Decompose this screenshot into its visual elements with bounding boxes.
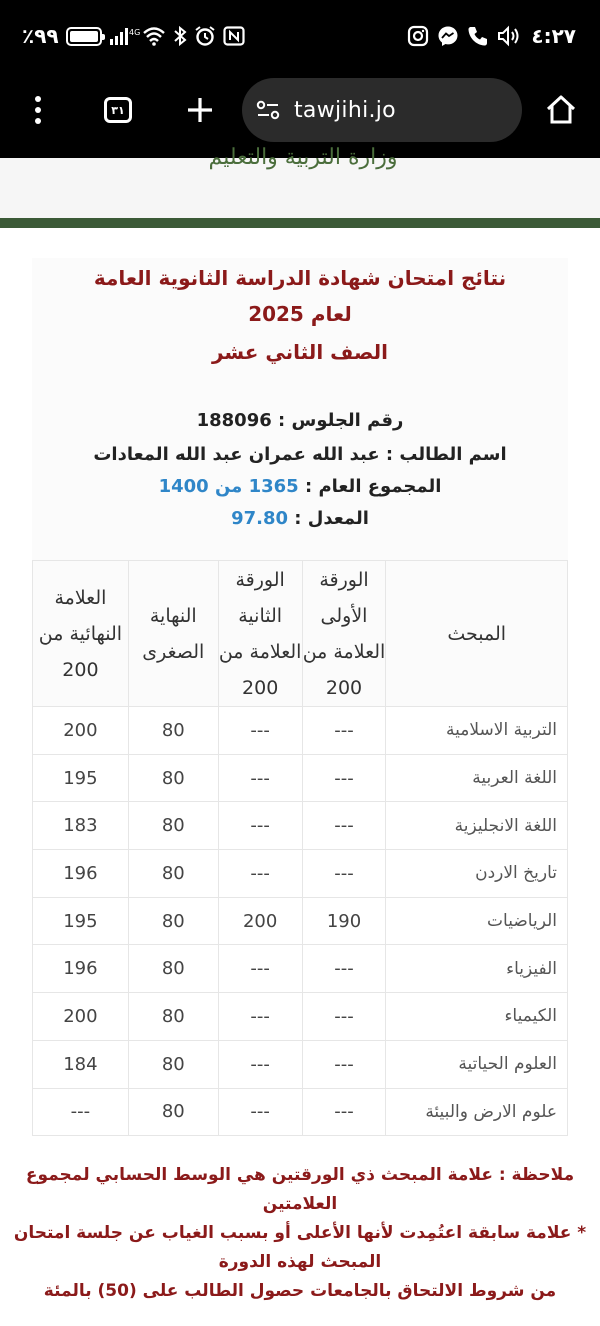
paper1-cell: --- bbox=[302, 945, 386, 993]
paper2-cell: --- bbox=[218, 993, 302, 1041]
min-cell: 80 bbox=[128, 802, 218, 850]
plus-icon bbox=[186, 96, 214, 124]
table-header-row bbox=[33, 561, 568, 707]
final-cell: 200 bbox=[33, 993, 129, 1041]
clock: ٤:٢٧ bbox=[531, 24, 576, 48]
table-row bbox=[33, 897, 568, 945]
paper2-cell: --- bbox=[218, 707, 302, 755]
subject-cell: العلوم الحياتية bbox=[386, 1040, 568, 1088]
min-cell: 80 bbox=[128, 1040, 218, 1088]
note-university: من شروط الالتحاق بالجامعات حصول الطالب على (50) بالمئة bbox=[43, 1281, 557, 1301]
average-value: 97.80 bbox=[231, 508, 289, 529]
min-cell: 80 bbox=[128, 754, 218, 802]
status-bar bbox=[0, 0, 600, 78]
instagram-icon bbox=[407, 25, 429, 47]
seat-number-row bbox=[32, 410, 568, 431]
paper2-cell: --- bbox=[218, 945, 302, 993]
min-cell: 80 bbox=[128, 993, 218, 1041]
subject-cell: الفيزياء bbox=[386, 945, 568, 993]
subject-cell: علوم الارض والبيئة bbox=[386, 1088, 568, 1136]
nfc-icon bbox=[223, 26, 245, 46]
table-row bbox=[33, 802, 568, 850]
table-row bbox=[33, 754, 568, 802]
paper1-cell: 190 bbox=[302, 897, 386, 945]
results-year: لعام 2025 bbox=[248, 302, 352, 326]
final-cell: 195 bbox=[33, 897, 129, 945]
volume-icon bbox=[497, 25, 523, 47]
total-row bbox=[32, 476, 568, 497]
battery-percent: ٪٩٩ bbox=[22, 24, 59, 48]
col-min-header: النهاية الصغرى bbox=[128, 561, 218, 707]
new-tab-button[interactable] bbox=[178, 78, 222, 142]
total-label: المجموع العام : bbox=[298, 476, 442, 497]
results-grade: الصف الثاني عشر bbox=[211, 340, 389, 364]
web-page bbox=[0, 145, 600, 1326]
svg-text:4G: 4G bbox=[128, 28, 140, 37]
paper1-cell: --- bbox=[302, 802, 386, 850]
min-cell: 80 bbox=[128, 707, 218, 755]
student-name-row bbox=[32, 444, 568, 465]
wifi-icon bbox=[142, 26, 166, 46]
subject-cell: اللغة الانجليزية bbox=[386, 802, 568, 850]
average-label: المعدل : bbox=[288, 508, 369, 529]
notes-section bbox=[0, 1161, 600, 1306]
col-paper2-header: الورقة الثانية العلامة من 200 bbox=[218, 561, 302, 707]
paper1-cell: --- bbox=[302, 707, 386, 755]
col-paper1-header: الورقة الأولى العلامة من 200 bbox=[302, 561, 386, 707]
paper2-cell: --- bbox=[218, 850, 302, 898]
status-left bbox=[22, 24, 245, 48]
paper1-cell: --- bbox=[302, 1040, 386, 1088]
final-cell: 196 bbox=[33, 945, 129, 993]
paper2-cell: --- bbox=[218, 1040, 302, 1088]
col-subject-header: المبحث bbox=[386, 561, 568, 707]
student-name-value: عبد الله عمران عبد الله المعادات bbox=[93, 444, 380, 465]
final-cell: 196 bbox=[33, 850, 129, 898]
home-button[interactable] bbox=[537, 78, 585, 142]
signal-icon bbox=[109, 26, 140, 46]
note-previous-mark: * علامة سابقة اعتُمِدت لأنها الأعلى أو بسبب الغياب عن جلسة امتحان المبحث لهذه الدورة bbox=[13, 1223, 587, 1272]
messenger-icon bbox=[437, 25, 459, 47]
table-row bbox=[33, 945, 568, 993]
final-cell: --- bbox=[33, 1088, 129, 1136]
final-cell: 195 bbox=[33, 754, 129, 802]
average-row bbox=[32, 508, 568, 529]
seat-number-value: 188096 bbox=[196, 410, 272, 431]
min-cell: 80 bbox=[128, 850, 218, 898]
table-row bbox=[33, 993, 568, 1041]
address-bar[interactable] bbox=[242, 78, 522, 142]
site-header bbox=[0, 145, 600, 218]
subject-cell: تاريخ الاردن bbox=[386, 850, 568, 898]
paper2-cell: 200 bbox=[218, 897, 302, 945]
note-average: ملاحظة : علامة المبحث ذي الورقتين هي الوسط الحسابي لمجموع العلامتين bbox=[25, 1165, 575, 1214]
tab-count: ٣١ bbox=[104, 97, 132, 123]
final-cell: 184 bbox=[33, 1040, 129, 1088]
grades-table bbox=[32, 560, 568, 1136]
url-text[interactable]: tawjihi.jo bbox=[294, 97, 396, 123]
paper1-cell: --- bbox=[302, 754, 386, 802]
paper1-cell: --- bbox=[302, 993, 386, 1041]
header-divider bbox=[0, 218, 600, 228]
bluetooth-icon bbox=[173, 26, 187, 46]
subject-cell: الرياضيات bbox=[386, 897, 568, 945]
paper2-cell: --- bbox=[218, 1088, 302, 1136]
subject-cell: التربية الاسلامية bbox=[386, 707, 568, 755]
col-final-header: العلامة النهائية من 200 bbox=[33, 561, 129, 707]
ministry-name: وزارة التربية والتعليم bbox=[208, 145, 398, 170]
results-title: نتائج امتحان شهادة الدراسة الثانوية العامة bbox=[93, 266, 507, 290]
paper1-cell: --- bbox=[302, 1088, 386, 1136]
paper2-cell: --- bbox=[218, 802, 302, 850]
phone-icon bbox=[467, 25, 489, 47]
tab-switcher-button[interactable] bbox=[98, 78, 138, 142]
table-row bbox=[33, 1040, 568, 1088]
paper1-cell: --- bbox=[302, 850, 386, 898]
alarm-icon bbox=[194, 26, 216, 46]
seat-number-label: رقم الجلوس : bbox=[271, 410, 404, 431]
battery-icon bbox=[66, 27, 102, 46]
more-vert-icon bbox=[34, 95, 42, 125]
home-icon bbox=[545, 95, 577, 125]
student-name-label: اسم الطالب : bbox=[379, 444, 507, 465]
table-row bbox=[33, 1088, 568, 1136]
site-settings-icon[interactable] bbox=[256, 100, 280, 120]
min-cell: 80 bbox=[128, 897, 218, 945]
table-row bbox=[33, 707, 568, 755]
subject-cell: اللغة العربية bbox=[386, 754, 568, 802]
table-row bbox=[33, 850, 568, 898]
menu-button[interactable] bbox=[18, 78, 58, 142]
min-cell: 80 bbox=[128, 1088, 218, 1136]
total-value: 1365 من 1400 bbox=[158, 476, 299, 497]
min-cell: 80 bbox=[128, 945, 218, 993]
final-cell: 183 bbox=[33, 802, 129, 850]
subject-cell: الكيمياء bbox=[386, 993, 568, 1041]
paper2-cell: --- bbox=[218, 754, 302, 802]
status-right bbox=[407, 24, 576, 48]
final-cell: 200 bbox=[33, 707, 129, 755]
